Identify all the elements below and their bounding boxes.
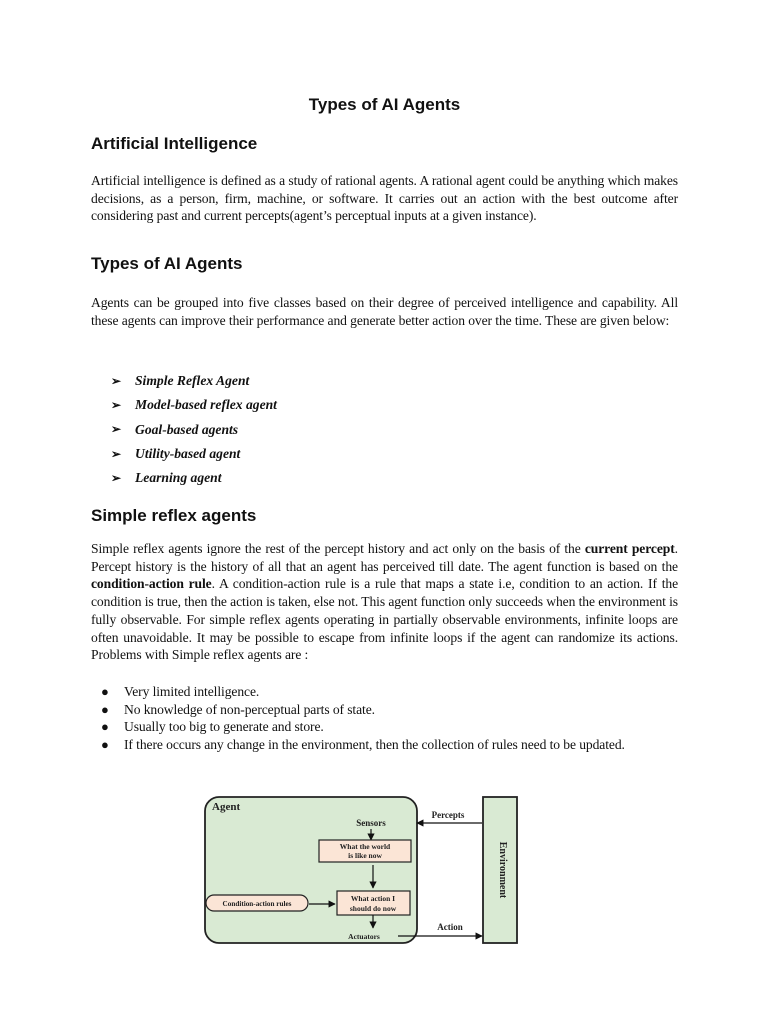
environment-label: Environment — [497, 841, 508, 899]
list-item: ➢ Simple Reflex Agent — [111, 373, 250, 389]
list-item: ➢ Model-based reflex agent — [111, 397, 277, 413]
bullet-dot-icon: ● — [101, 719, 109, 735]
list-item: ➢ Utility-based agent — [111, 446, 241, 462]
paragraph-ai-definition: Artificial intelligence is defined as a study of rational agents. A rational agent could be anything which makes decisions, as a person, firm, machine, or software. It carries out an action with the best outcome after considering past and current percepts(agent’s perceptual inputs at a given instance). — [91, 173, 678, 224]
arrow-bullet-icon: ➢ — [111, 373, 122, 388]
list-item: ➢ Goal-based agents — [111, 421, 239, 437]
condition-action-rules-label: Condition-action rules — [222, 900, 292, 908]
list-item: ● Very limited intelligence. — [101, 684, 260, 699]
percepts-label: Percepts — [431, 810, 465, 820]
sensors-label: Sensors — [356, 818, 386, 828]
arrow-bullet-icon: ➢ — [111, 397, 122, 412]
world-state-line1: What the world — [339, 842, 391, 851]
agent-label: Agent — [212, 801, 241, 813]
paragraph-types-intro: Agents can be grouped into five classes based on their degree of perceived intelligence and capability. All these agents can improve their performance and generate better action over the time. These are given below: — [91, 295, 678, 328]
arrow-bullet-icon: ➢ — [111, 446, 122, 461]
heading-artificial-intelligence: Artificial Intelligence — [91, 134, 258, 153]
bold-current-percept: current percept — [584, 541, 675, 556]
action-label: Action — [437, 922, 463, 932]
actuators-label: Actuators — [348, 932, 380, 941]
heading-simple-reflex-agents: Simple reflex agents — [91, 506, 257, 525]
bullet-dot-icon: ● — [101, 684, 109, 699]
bold-condition-action-rule: condition-action rule — [91, 576, 212, 592]
list-item: ➢ Learning agent — [111, 470, 222, 486]
paragraph-simple-reflex: Simple reflex agents ignore the rest of the percept history and act only on the basis of the current percept. Percept history is the history of all that an agent has perceived till date. The agent function is based on the condition-action rule. A condition-action rule is a rule that maps a state i.e, condition to an action. If the condition is true, then the action is taken, else not. This agent function only succeeds when the environment is fully observable. For simple reflex agents operating in partially observable environments, infinite loops are often unavoidable. It may be possible to escape from infinite loops if the agent can randomize its actions. Problems with Simple reflex agents are : — [91, 541, 679, 663]
action-choice-line1: What action I — [350, 894, 396, 903]
problems-list — [91, 683, 678, 754]
simple-reflex-agent-diagram — [200, 792, 520, 952]
list-item: ● If there occurs any change in the environment, then the collection of rules need to be updated. — [101, 737, 625, 753]
list-item: ● Usually too big to generate and store. — [101, 719, 324, 735]
action-choice-line2: should do now — [349, 904, 397, 913]
heading-types-of-ai-agents: Types of AI Agents — [91, 254, 243, 273]
list-item: ● No knowledge of non-perceptual parts of state. — [101, 701, 375, 717]
page-title: Types of AI Agents — [308, 95, 461, 114]
world-state-line2: is like now — [348, 851, 382, 860]
agent-type-list — [111, 369, 277, 490]
bullet-dot-icon: ● — [101, 701, 109, 717]
bullet-dot-icon: ● — [101, 737, 109, 753]
arrow-bullet-icon: ➢ — [111, 470, 122, 485]
arrow-bullet-icon: ➢ — [111, 422, 122, 437]
